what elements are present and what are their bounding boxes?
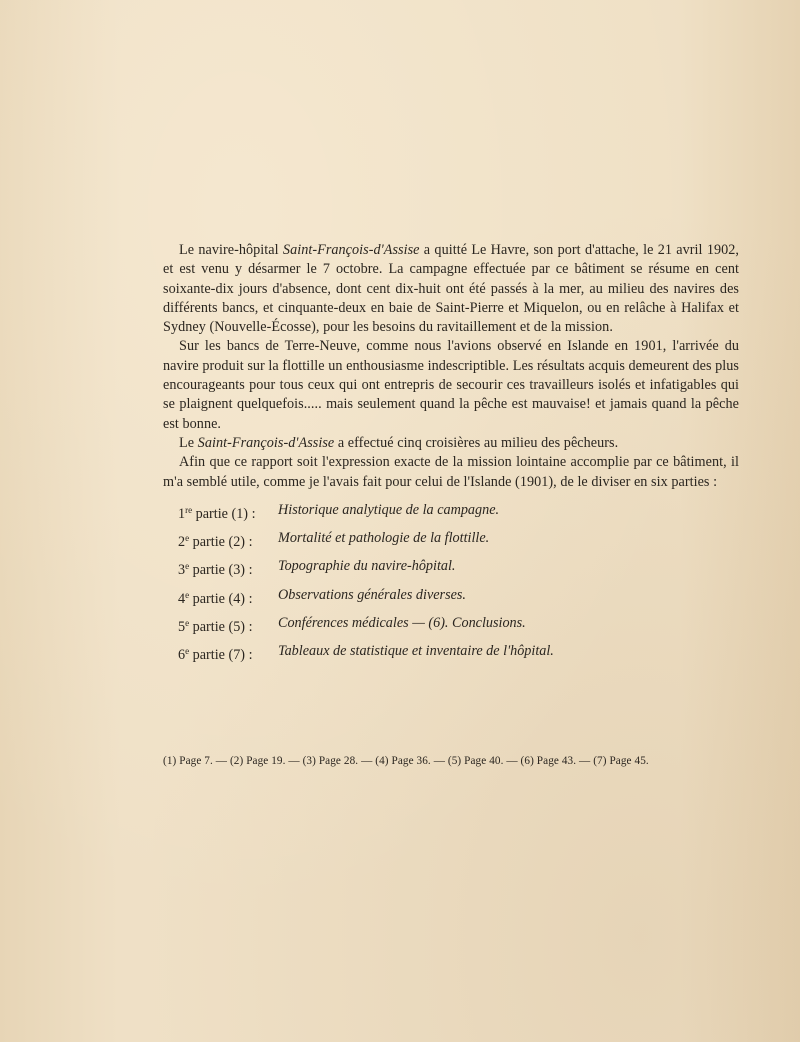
paragraph-1-text-a: Le navire-hôpital xyxy=(179,242,283,258)
paragraph-4 xyxy=(163,453,739,492)
part-label: 2e partie (2) : xyxy=(178,533,253,551)
ship-name: Saint-François-d'Assise xyxy=(197,434,335,451)
part-title: Conférences médicales — (6). Conclusions. xyxy=(278,614,526,631)
paragraph-1-text-b: a quitté Le Havre, son port d'attache, le 21 avril 1902, et est venu y désarmer le 7 octobre. La campagne effectuée par ce bâtiment se résume en cent soixante-dix jours d'absence, dont cent dix-huit ont été passés à la mer, au milieu des navires des différents bancs, et cinquante-deux en baie de Saint-Pierre et Miquelon, ou en relâche à Halifax et Sydney (Nouvelle-Écosse), pour les besoins du ravitaillement et de la mission. xyxy=(163,242,739,336)
paragraph-3-text-b: a effectué cinq croisières au milieu des pêcheurs. xyxy=(334,434,619,451)
paragraph-2-text: Sur les bancs de Terre-Neuve, comme nous l'avions observé en Islande en 1901, l'arrivée du navire produit sur la flottille un enthousiasme indescriptible. Les résultats acquis demeurent des plus encourageants pour tous ceux qui ont entrepris de secourir ces travailleurs isolés et infatigables qui se plaignent quelquefois..... mais seulement quand la pêche est mauvaise! et jamais quand la pêche est bonne. xyxy=(163,338,739,432)
list-item xyxy=(178,526,554,554)
body-text xyxy=(163,241,739,492)
ship-name: Saint-François-d'Assise xyxy=(282,242,420,258)
part-title: Mortalité et pathologie de la flottille. xyxy=(278,530,490,547)
part-label: 4e partie (4) : xyxy=(178,589,253,607)
paragraph-3 xyxy=(163,434,739,453)
part-label: 6e partie (7) : xyxy=(178,646,253,664)
paragraph-3-text-a: Le xyxy=(179,434,198,451)
list-item xyxy=(178,583,554,611)
paragraph-1 xyxy=(163,241,739,337)
part-label: 5e partie (5) : xyxy=(178,617,253,635)
part-label: 3e partie (3) : xyxy=(178,561,253,579)
part-title: Historique analytique de la campagne. xyxy=(278,502,500,518)
parts-list xyxy=(178,498,554,667)
list-item xyxy=(178,554,554,582)
list-item xyxy=(178,611,554,639)
part-title: Topographie du navire-hôpital. xyxy=(278,558,456,575)
paragraph-4-text: Afin que ce rapport soit l'expression exacte de la mission lointaine accomplie par ce bâtiment, il m'a semblé utile, comme je l'avais fait pour celui de l'Islande (1901), de le diviser en six parties : xyxy=(163,454,739,490)
footnote: (1) Page 7. — (2) Page 19. — (3) Page 28. — (4) Page 36. — (5) Page 40. — (6) Page 43. — (7) Page 45. xyxy=(163,755,649,767)
list-item xyxy=(178,639,554,667)
paragraph-2 xyxy=(163,337,739,433)
part-title: Observations générales diverses. xyxy=(278,586,466,603)
part-label: 1re partie (1) : xyxy=(178,505,256,522)
list-item xyxy=(178,498,554,526)
part-title: Tableaux de statistique et inventaire de l'hôpital. xyxy=(278,643,554,660)
